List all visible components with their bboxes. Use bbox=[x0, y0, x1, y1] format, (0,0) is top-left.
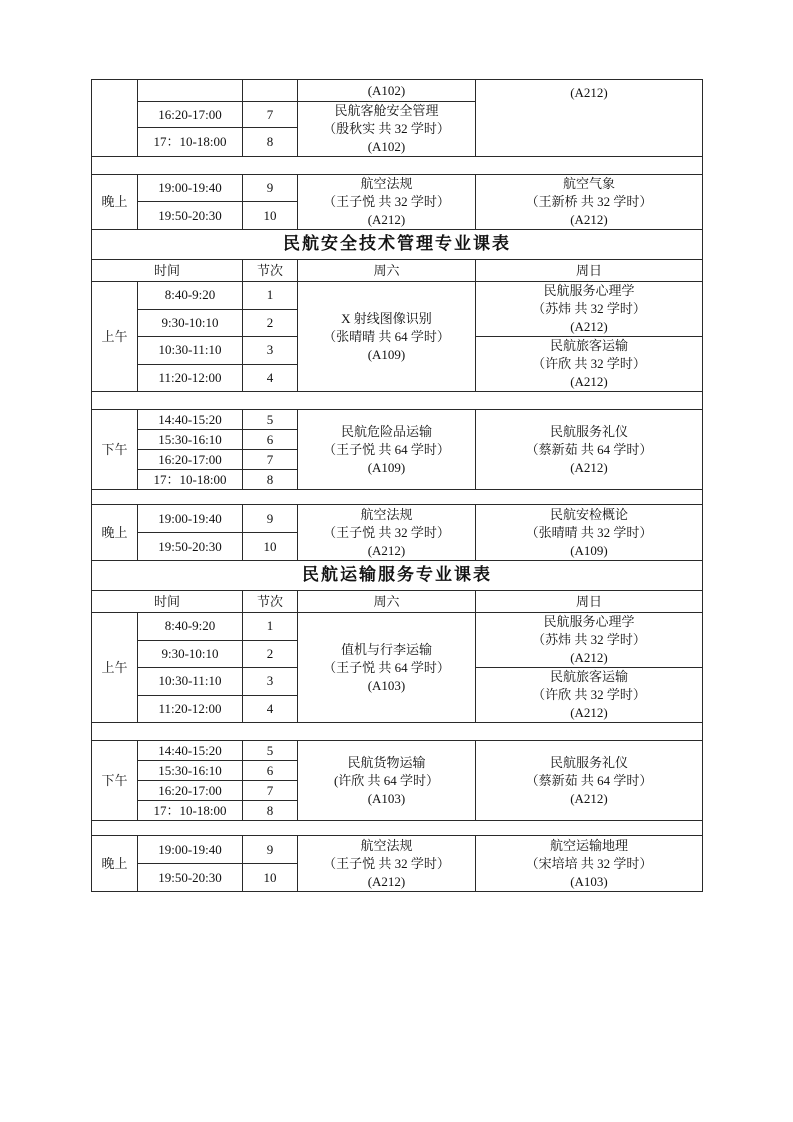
t3-header-saturday: 周六 bbox=[298, 591, 476, 613]
t3-time-slot7: 16:20-17:00 bbox=[138, 781, 243, 801]
course-detail: （蔡新茹 共 64 学时） bbox=[525, 772, 653, 788]
t3-slot-10: 10 bbox=[243, 864, 298, 892]
t3-time-slot4: 11:20-12:00 bbox=[138, 695, 243, 723]
t1-slot-empty bbox=[243, 80, 298, 102]
t3-time-slot1: 8:40-9:20 bbox=[138, 613, 243, 641]
t3-separator-row-1 bbox=[92, 723, 703, 741]
course-detail: （王新桥 共 32 学时） bbox=[525, 194, 653, 209]
t1-period-label-evening: 晚上 bbox=[92, 175, 138, 230]
course-name: 民航服务心理学 bbox=[543, 614, 635, 629]
t3-slot-4: 4 bbox=[243, 695, 298, 723]
course-name: X 射线图像识别 bbox=[341, 310, 432, 326]
t2-period-label-morning: 上午 bbox=[92, 282, 138, 392]
t2-slot-4: 4 bbox=[243, 364, 298, 392]
t3-slot-7: 7 bbox=[243, 781, 298, 801]
course-detail: （殷秋实 共 32 学时） bbox=[323, 121, 450, 136]
course-room: (A109) bbox=[367, 346, 406, 362]
t1-time-slot7: 16:20-17:00 bbox=[138, 102, 243, 128]
t2-time-slot5: 14:40-15:20 bbox=[138, 410, 243, 430]
t2-time-slot2: 9:30-10:10 bbox=[138, 309, 243, 337]
t3-time-slot9: 19:00-19:40 bbox=[138, 836, 243, 864]
course-detail: （王子悦 共 32 学时） bbox=[323, 524, 450, 540]
course-name: 值机与行李运输 bbox=[340, 641, 432, 657]
course-room: (A212) bbox=[570, 212, 608, 227]
t2-slot-6: 6 bbox=[243, 430, 298, 450]
t1-sun-carryover-room: (A212) bbox=[476, 80, 703, 157]
course-room: (A109) bbox=[570, 542, 608, 558]
t3-header-slot: 节次 bbox=[243, 591, 298, 613]
t3-time-slot8: 17：10-18:00 bbox=[138, 801, 243, 821]
t2-slot-9: 9 bbox=[243, 505, 298, 533]
t3-time-slot6: 15:30-16:10 bbox=[138, 761, 243, 781]
t3-slot-9: 9 bbox=[243, 836, 298, 864]
t3-morning-sat-course bbox=[298, 613, 476, 723]
t2-time-slot6: 15:30-16:10 bbox=[138, 430, 243, 450]
course-room: (A212) bbox=[570, 459, 608, 475]
course-detail: （王子悦 共 64 学时） bbox=[323, 441, 450, 457]
t3-period-label-evening: 晚上 bbox=[92, 836, 138, 892]
safety-table-title: 民航安全技术管理专业课表 bbox=[92, 230, 703, 260]
course-name: 航空气象 bbox=[562, 176, 615, 191]
t3-time-slot5: 14:40-15:20 bbox=[138, 741, 243, 761]
t3-morning-sun-course-2 bbox=[476, 668, 703, 723]
t1-slot-9: 9 bbox=[243, 175, 298, 202]
t3-time-slot3: 10:30-11:10 bbox=[138, 668, 243, 696]
t2-slot-10: 10 bbox=[243, 533, 298, 561]
t1-period-label-empty bbox=[92, 80, 138, 157]
t3-separator-row-2 bbox=[92, 821, 703, 836]
t2-header-sunday: 周日 bbox=[476, 260, 703, 282]
course-name: 民航货物运输 bbox=[347, 754, 426, 770]
course-room: (A212) bbox=[570, 319, 608, 334]
course-name: 民航服务心理学 bbox=[543, 283, 635, 298]
t2-time-slot4: 11:20-12:00 bbox=[138, 364, 243, 392]
t3-period-label-afternoon: 下午 bbox=[92, 741, 138, 821]
course-detail: （许欣 共 32 学时） bbox=[532, 687, 646, 702]
t1-time-empty bbox=[138, 80, 243, 102]
t3-time-slot2: 9:30-10:10 bbox=[138, 640, 243, 668]
course-room: (A102) bbox=[367, 139, 406, 154]
t1-slot-10: 10 bbox=[243, 202, 298, 230]
t2-slot-1: 1 bbox=[243, 282, 298, 310]
t3-slot-6: 6 bbox=[243, 761, 298, 781]
t2-time-slot3: 10:30-11:10 bbox=[138, 337, 243, 365]
t2-time-slot7: 16:20-17:00 bbox=[138, 450, 243, 470]
t3-evening-sat-course bbox=[298, 836, 476, 892]
t2-time-slot1: 8:40-9:20 bbox=[138, 282, 243, 310]
course-name: 民航旅客运输 bbox=[549, 669, 628, 684]
course-name: 民航安检概论 bbox=[549, 506, 628, 522]
t2-time-slot9: 19:00-19:40 bbox=[138, 505, 243, 533]
t1-time-slot8: 17：10-18:00 bbox=[138, 128, 243, 157]
course-detail: （宋培培 共 32 学时） bbox=[525, 855, 653, 871]
course-detail: （张晴晴 共 64 学时） bbox=[323, 328, 450, 344]
t2-slot-8: 8 bbox=[243, 470, 298, 490]
course-detail: （许欣 共 32 学时） bbox=[532, 356, 646, 371]
transport-table-title: 民航运输服务专业课表 bbox=[92, 561, 703, 591]
course-name: 民航旅客运输 bbox=[549, 338, 628, 353]
course-detail: (许欣 共 64 学时） bbox=[333, 772, 440, 788]
t2-evening-sun-course bbox=[476, 505, 703, 561]
course-room: (A103) bbox=[367, 677, 406, 693]
t3-slot-8: 8 bbox=[243, 801, 298, 821]
t3-evening-sun-course bbox=[476, 836, 703, 892]
t2-time-slot10: 19:50-20:30 bbox=[138, 533, 243, 561]
t3-slot-1: 1 bbox=[243, 613, 298, 641]
course-detail: （张晴晴 共 32 学时） bbox=[525, 524, 653, 540]
t2-period-label-afternoon: 下午 bbox=[92, 410, 138, 490]
course-name: 航空法规 bbox=[360, 837, 413, 853]
t1-time-slot9: 19:00-19:40 bbox=[138, 175, 243, 202]
course-detail: （苏炜 共 32 学时） bbox=[532, 301, 646, 316]
course-name: 民航危险品运输 bbox=[340, 423, 432, 439]
t3-slot-2: 2 bbox=[243, 640, 298, 668]
t3-header-sunday: 周日 bbox=[476, 591, 703, 613]
schedule-table bbox=[91, 79, 703, 892]
t3-morning-sun-course-1 bbox=[476, 613, 703, 668]
t2-morning-sun-course-1 bbox=[476, 282, 703, 337]
course-room: (A109) bbox=[367, 459, 406, 475]
course-detail: （王子悦 共 64 学时） bbox=[323, 659, 450, 675]
t2-header-time: 时间 bbox=[92, 260, 243, 282]
t2-morning-sun-course-2 bbox=[476, 337, 703, 392]
t2-time-slot8: 17：10-18:00 bbox=[138, 470, 243, 490]
course-detail: （蔡新茹 共 64 学时） bbox=[525, 441, 653, 457]
t2-separator-row-1 bbox=[92, 392, 703, 410]
course-name: 民航客舱安全管理 bbox=[334, 103, 439, 118]
course-room: (A212) bbox=[570, 650, 608, 665]
t2-afternoon-sun-course bbox=[476, 410, 703, 490]
t3-slot-5: 5 bbox=[243, 741, 298, 761]
t1-sat-carryover-room: (A102) bbox=[298, 80, 476, 102]
t1-evening-sat-course bbox=[298, 175, 476, 230]
course-name: 航空法规 bbox=[360, 176, 413, 191]
t2-morning-sat-course bbox=[298, 282, 476, 392]
t2-afternoon-sat-course bbox=[298, 410, 476, 490]
course-room: (A212) bbox=[570, 374, 608, 389]
course-name: 民航服务礼仪 bbox=[549, 423, 628, 439]
t1-separator-row bbox=[92, 157, 703, 175]
course-room: (A212) bbox=[570, 790, 608, 806]
t1-time-slot10: 19:50-20:30 bbox=[138, 202, 243, 230]
course-room: (A103) bbox=[367, 790, 406, 806]
t1-slot-8: 8 bbox=[243, 128, 298, 157]
t1-afternoon-sat-course bbox=[298, 102, 476, 157]
t2-evening-sat-course bbox=[298, 505, 476, 561]
t2-header-saturday: 周六 bbox=[298, 260, 476, 282]
t3-header-time: 时间 bbox=[92, 591, 243, 613]
course-name: 民航服务礼仪 bbox=[549, 754, 628, 770]
t3-period-label-morning: 上午 bbox=[92, 613, 138, 723]
t3-afternoon-sat-course bbox=[298, 741, 476, 821]
course-name: 航空运输地理 bbox=[549, 837, 628, 853]
t2-separator-row-2 bbox=[92, 490, 703, 505]
t3-afternoon-sun-course bbox=[476, 741, 703, 821]
course-room: (A103) bbox=[570, 873, 608, 889]
course-detail: （苏炜 共 32 学时） bbox=[532, 632, 646, 647]
course-room: (A212) bbox=[570, 705, 608, 720]
t1-evening-sun-course bbox=[476, 175, 703, 230]
course-room: (A212) bbox=[367, 212, 406, 227]
course-room: (A212) bbox=[367, 542, 406, 558]
course-room: (A212) bbox=[367, 873, 406, 889]
course-detail: （王子悦 共 32 学时） bbox=[323, 855, 450, 871]
t3-slot-3: 3 bbox=[243, 668, 298, 696]
t2-slot-2: 2 bbox=[243, 309, 298, 337]
t2-slot-5: 5 bbox=[243, 410, 298, 430]
t2-header-slot: 节次 bbox=[243, 260, 298, 282]
course-name: 航空法规 bbox=[360, 506, 413, 522]
t3-time-slot10: 19:50-20:30 bbox=[138, 864, 243, 892]
course-detail: （王子悦 共 32 学时） bbox=[323, 194, 450, 209]
t2-slot-7: 7 bbox=[243, 450, 298, 470]
t2-period-label-evening: 晚上 bbox=[92, 505, 138, 561]
t1-slot-7: 7 bbox=[243, 102, 298, 128]
t2-slot-3: 3 bbox=[243, 337, 298, 365]
